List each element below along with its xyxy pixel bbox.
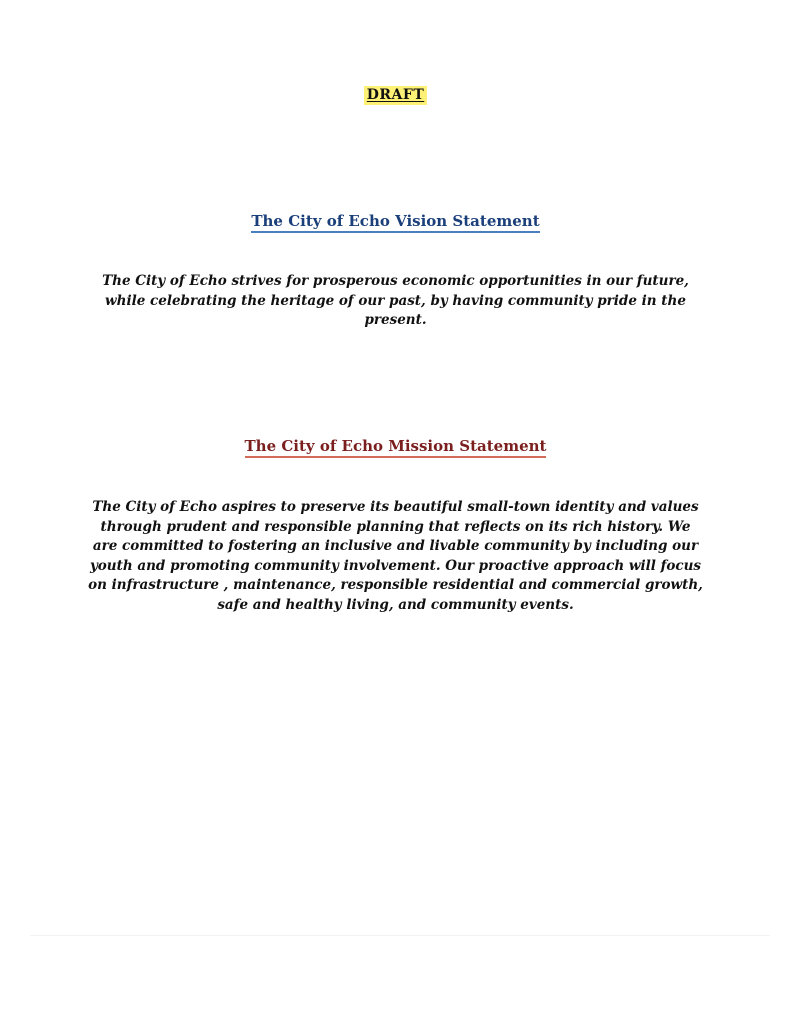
vision-heading: The City of Echo Vision Statement xyxy=(251,212,539,233)
scan-artifact-line xyxy=(30,935,770,936)
mission-heading-block xyxy=(0,436,791,458)
vision-statement-text: The City of Echo strives for prosperous economic opportunities in our future, while celebrating the heritage of our past, by having community pride in the present. xyxy=(102,273,689,328)
draft-label: DRAFT xyxy=(364,86,428,105)
vision-heading-block xyxy=(0,211,791,233)
draft-stamp xyxy=(0,84,791,105)
mission-heading: The City of Echo Mission Statement xyxy=(245,437,547,458)
mission-statement-text: The City of Echo aspires to preserve its beautiful small-town identity and values through prudent and responsible planning that reflects on its rich history. We are committed to fostering an inclusive and livable community by including our youth and promoting community involvement. Our proactive approach will focus on infrastructure , maintenance, responsible residential and commercial growth, safe and healthy living, and community events. xyxy=(88,499,703,613)
